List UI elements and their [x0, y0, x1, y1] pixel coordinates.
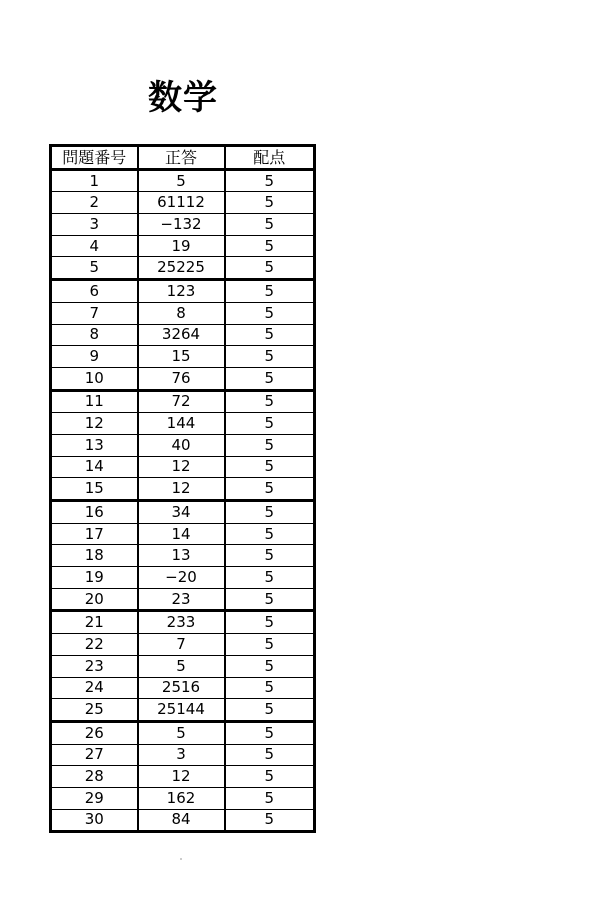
correct-answer-cell: 84: [138, 809, 225, 832]
question-number-cell: 9: [51, 346, 138, 368]
points-cell: 5: [225, 367, 315, 390]
question-number-cell: 23: [51, 655, 138, 677]
question-number-cell: 17: [51, 523, 138, 545]
points-cell: 5: [225, 192, 315, 214]
correct-answer-cell: 12: [138, 456, 225, 478]
table-row: [51, 567, 315, 589]
table-row: [51, 367, 315, 390]
points-cell: 5: [225, 501, 315, 524]
table-row: [51, 611, 315, 634]
table-row: [51, 324, 315, 346]
question-number-cell: 18: [51, 545, 138, 567]
question-number-cell: 8: [51, 324, 138, 346]
points-cell: 5: [225, 257, 315, 280]
correct-answer-cell: 7: [138, 634, 225, 656]
question-number-cell: 4: [51, 235, 138, 257]
question-number-cell: 11: [51, 390, 138, 413]
question-number-cell: 28: [51, 766, 138, 788]
question-number-cell: 29: [51, 787, 138, 809]
question-number-cell: 10: [51, 367, 138, 390]
question-number-cell: 14: [51, 456, 138, 478]
correct-answer-cell: 12: [138, 766, 225, 788]
points-cell: 5: [225, 744, 315, 766]
table-row: [51, 523, 315, 545]
correct-answer-cell: −20: [138, 567, 225, 589]
scan-speck: [180, 858, 182, 860]
correct-answer-cell: 144: [138, 413, 225, 435]
table-row: [51, 478, 315, 501]
points-cell: 5: [225, 766, 315, 788]
table-row: [51, 545, 315, 567]
correct-answer-cell: 12: [138, 478, 225, 501]
answer-key-table: [49, 144, 316, 833]
table-row: [51, 280, 315, 303]
table-row: [51, 192, 315, 214]
correct-answer-cell: 61112: [138, 192, 225, 214]
correct-answer-cell: 23: [138, 588, 225, 611]
points-cell: 5: [225, 324, 315, 346]
question-number-cell: 5: [51, 257, 138, 280]
correct-answer-cell: 19: [138, 235, 225, 257]
question-number-cell: 20: [51, 588, 138, 611]
correct-answer-cell: 233: [138, 611, 225, 634]
table-row: [51, 302, 315, 324]
correct-answer-cell: 14: [138, 523, 225, 545]
question-number-cell: 13: [51, 434, 138, 456]
table-row: [51, 787, 315, 809]
correct-answer-cell: 13: [138, 545, 225, 567]
header-question-number: 問題番号: [51, 146, 138, 170]
points-cell: 5: [225, 634, 315, 656]
question-number-cell: 19: [51, 567, 138, 589]
table-row: [51, 390, 315, 413]
table-row: [51, 235, 315, 257]
question-number-cell: 16: [51, 501, 138, 524]
question-number-cell: 26: [51, 721, 138, 744]
table-row: [51, 214, 315, 236]
question-number-cell: 15: [51, 478, 138, 501]
points-cell: 5: [225, 413, 315, 435]
correct-answer-cell: 8: [138, 302, 225, 324]
points-cell: 5: [225, 809, 315, 832]
table-row: [51, 744, 315, 766]
table-row: [51, 634, 315, 656]
points-cell: 5: [225, 523, 315, 545]
question-number-cell: 7: [51, 302, 138, 324]
points-cell: 5: [225, 478, 315, 501]
header-points: 配点: [225, 146, 315, 170]
table-row: [51, 766, 315, 788]
correct-answer-cell: 34: [138, 501, 225, 524]
table-header-row: [51, 146, 315, 170]
question-number-cell: 24: [51, 677, 138, 699]
points-cell: 5: [225, 434, 315, 456]
correct-answer-cell: 3: [138, 744, 225, 766]
table-row: [51, 501, 315, 524]
question-number-cell: 21: [51, 611, 138, 634]
table-body: [51, 169, 315, 832]
points-cell: 5: [225, 456, 315, 478]
correct-answer-cell: 40: [138, 434, 225, 456]
page-title: 数学: [148, 78, 218, 118]
table-row: [51, 677, 315, 699]
correct-answer-cell: 5: [138, 721, 225, 744]
table-row: [51, 169, 315, 192]
table-row: [51, 456, 315, 478]
points-cell: 5: [225, 721, 315, 744]
question-number-cell: 2: [51, 192, 138, 214]
correct-answer-cell: 25225: [138, 257, 225, 280]
points-cell: 5: [225, 214, 315, 236]
correct-answer-cell: 3264: [138, 324, 225, 346]
question-number-cell: 6: [51, 280, 138, 303]
points-cell: 5: [225, 169, 315, 192]
question-number-cell: 12: [51, 413, 138, 435]
points-cell: 5: [225, 699, 315, 722]
points-cell: 5: [225, 588, 315, 611]
points-cell: 5: [225, 787, 315, 809]
question-number-cell: 25: [51, 699, 138, 722]
table-row: [51, 699, 315, 722]
question-number-cell: 27: [51, 744, 138, 766]
correct-answer-cell: 123: [138, 280, 225, 303]
points-cell: 5: [225, 390, 315, 413]
points-cell: 5: [225, 567, 315, 589]
points-cell: 5: [225, 611, 315, 634]
header-correct-answer: 正答: [138, 146, 225, 170]
table-row: [51, 809, 315, 832]
points-cell: 5: [225, 346, 315, 368]
points-cell: 5: [225, 235, 315, 257]
table-row: [51, 721, 315, 744]
question-number-cell: 30: [51, 809, 138, 832]
points-cell: 5: [225, 280, 315, 303]
correct-answer-cell: 5: [138, 169, 225, 192]
correct-answer-cell: 2516: [138, 677, 225, 699]
points-cell: 5: [225, 302, 315, 324]
correct-answer-cell: 25144: [138, 699, 225, 722]
points-cell: 5: [225, 545, 315, 567]
table-row: [51, 655, 315, 677]
table-row: [51, 413, 315, 435]
question-number-cell: 22: [51, 634, 138, 656]
question-number-cell: 3: [51, 214, 138, 236]
correct-answer-cell: 76: [138, 367, 225, 390]
question-number-cell: 1: [51, 169, 138, 192]
table-row: [51, 588, 315, 611]
table-row: [51, 346, 315, 368]
correct-answer-cell: 72: [138, 390, 225, 413]
correct-answer-cell: 15: [138, 346, 225, 368]
correct-answer-cell: 5: [138, 655, 225, 677]
points-cell: 5: [225, 655, 315, 677]
correct-answer-cell: −132: [138, 214, 225, 236]
table-row: [51, 434, 315, 456]
table-row: [51, 257, 315, 280]
correct-answer-cell: 162: [138, 787, 225, 809]
points-cell: 5: [225, 677, 315, 699]
